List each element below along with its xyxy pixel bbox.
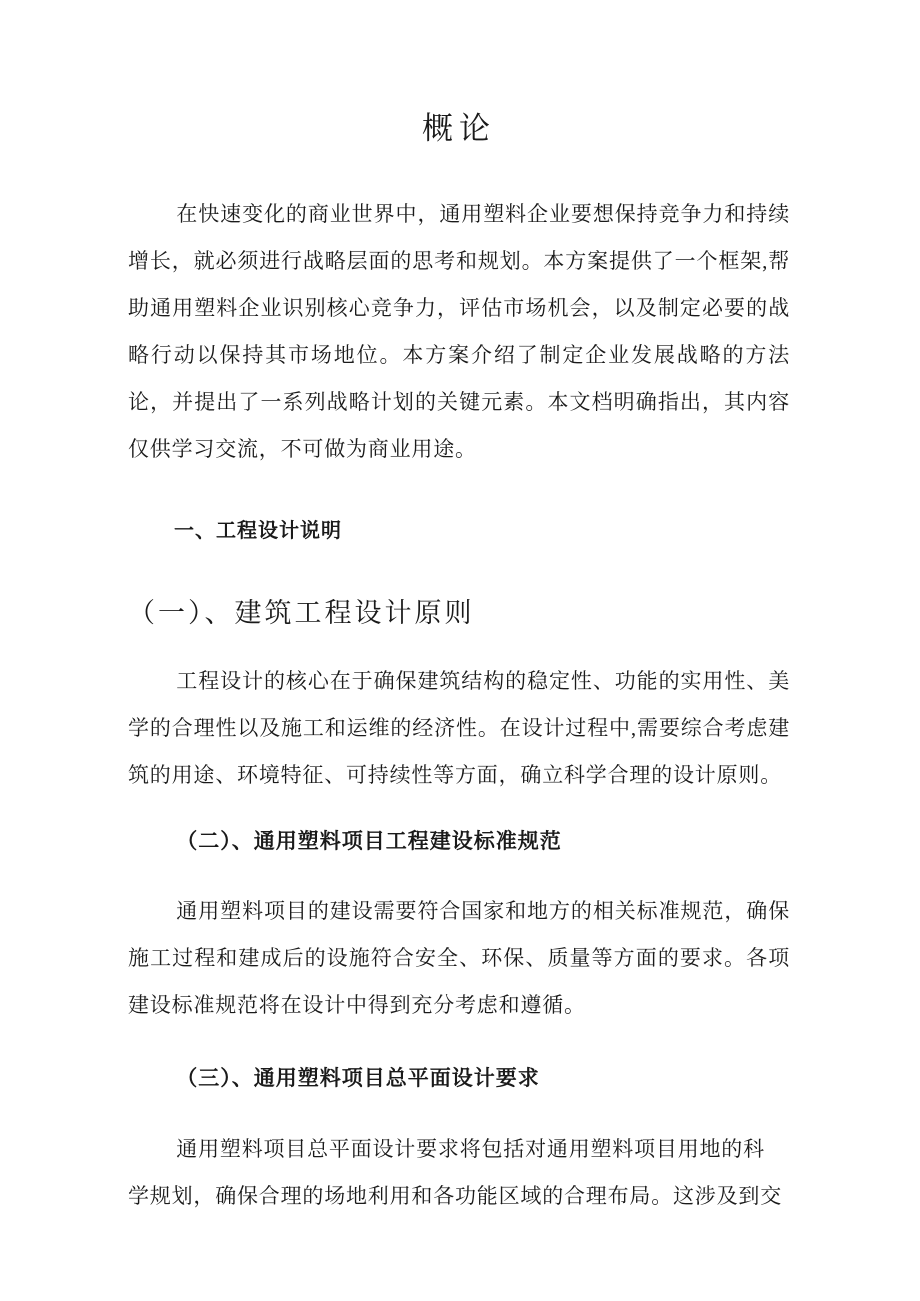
document-title: 概论	[422, 111, 496, 146]
intro-paragraph: 在快速变化的商业世界中，通用塑料企业要想保持竞争力和持续增长，就必须进行战略层面的思考和规划。本方案提供了一个框架,帮助通用塑料企业识别核心竞争力，评估市场机会，以及制定必要的战略行动以保持其市场地位。本方案介绍了制定企业发展战略的方法论，并提出了一系列战略计划的关键元素。本文档明确指出，其内容仅供学习交流，不可做为商业用途。	[128, 202, 790, 461]
subsection-heading-1: （一）、建筑工程设计原则	[128, 598, 475, 628]
subsection-body-3	[128, 1126, 790, 1220]
subsection-heading-3: （三）、通用塑料项目总平面设计要求	[176, 1066, 540, 1090]
subsection-body-3-line-1: 通用塑料项目总平面设计要求将包括对通用塑料项目用地的科	[176, 1137, 765, 1161]
subsection-body-1: 工程设计的核心在于确保建筑结构的稳定性、功能的实用性、美学的合理性以及施工和运维的经济性。在设计过程中,需要综合考虑建筑的用途、环境特征、可持续性等方面，确立科学合理的设计原则。	[128, 669, 790, 787]
subsection-body-3-line-2: 学规划，确保合理的场地利用和各功能区域的合理布局。这涉及到交	[128, 1184, 782, 1208]
section-heading-engineering-design: 一、工程设计说明	[174, 520, 342, 542]
subsection-body-2: 通用塑料项目的建设需要符合国家和地方的相关标准规范，确保施工过程和建成后的设施符合安全、环保、质量等方面的要求。各项建设标准规范将在设计中得到充分考虑和遵循。	[128, 899, 790, 1017]
subsection-heading-2: （二）、通用塑料项目工程建设标准规范	[176, 829, 562, 853]
